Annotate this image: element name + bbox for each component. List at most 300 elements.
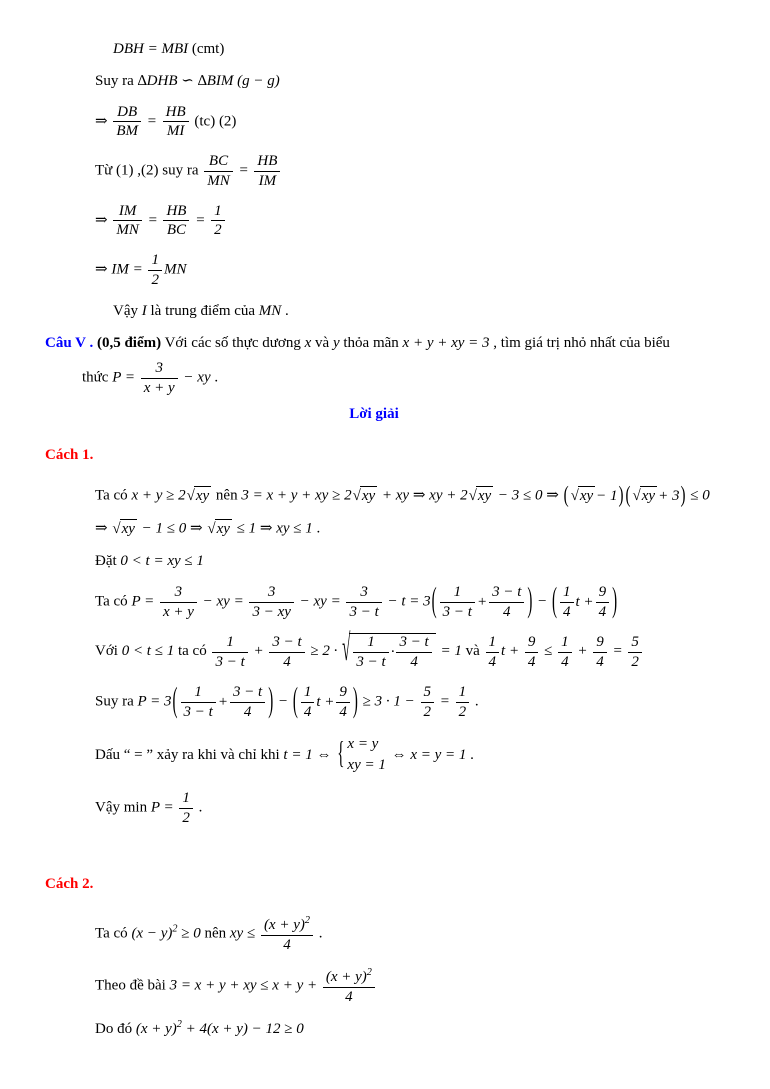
sqrt-expression bbox=[633, 486, 658, 506]
denominator bbox=[254, 171, 280, 190]
denominator bbox=[181, 702, 216, 721]
math-run: xy bbox=[579, 488, 594, 505]
text-run: Dấu “ = ” xảy ra khi và chỉ khi bbox=[95, 746, 284, 763]
text-run: ⇔ bbox=[312, 746, 336, 763]
numerator bbox=[204, 153, 233, 171]
group-content bbox=[570, 486, 618, 506]
fraction bbox=[593, 634, 607, 671]
text-run: . bbox=[312, 520, 321, 537]
text-run: . bbox=[210, 370, 219, 387]
superscript: 2 bbox=[304, 915, 310, 927]
text-run: thức bbox=[82, 370, 113, 387]
math-run: P = 3 bbox=[137, 693, 172, 710]
text-run: . bbox=[314, 926, 323, 943]
numerator bbox=[163, 203, 189, 221]
math-run: x + y ≥ 2 bbox=[131, 487, 186, 504]
fraction bbox=[141, 360, 178, 397]
text-run: và bbox=[461, 643, 484, 660]
radicand bbox=[640, 486, 657, 506]
text-run: . bbox=[281, 302, 289, 319]
math-run: IM bbox=[258, 172, 277, 189]
math-run: 3 = x + y + xy ≥ 2 bbox=[241, 487, 352, 504]
math-run: + bbox=[249, 643, 268, 660]
math-run: · bbox=[390, 644, 395, 661]
left-paren-icon: ( bbox=[431, 582, 437, 620]
math-run: 4 bbox=[303, 703, 312, 720]
math-run: 3 − t bbox=[349, 603, 379, 620]
radical-icon: √ bbox=[570, 487, 579, 504]
line-do-do bbox=[0, 1019, 748, 1039]
math-run: 4 bbox=[561, 653, 569, 670]
line-theo-de-bai bbox=[0, 967, 748, 1006]
sqrt-expression bbox=[469, 486, 494, 506]
radicand bbox=[476, 486, 493, 506]
text-run: nên bbox=[200, 926, 230, 943]
denominator bbox=[440, 602, 475, 621]
math-run: 5 bbox=[631, 633, 639, 650]
math-run: xy bbox=[216, 521, 230, 538]
system-rows bbox=[347, 734, 385, 778]
math-run: 3 bbox=[267, 583, 276, 600]
line-ratio-db-bm bbox=[0, 104, 748, 141]
math-run: 2 bbox=[151, 272, 159, 289]
numerator bbox=[525, 634, 539, 652]
math-run: = bbox=[143, 113, 161, 130]
numerator bbox=[346, 584, 381, 602]
numerator bbox=[396, 634, 431, 652]
denominator bbox=[230, 702, 265, 721]
fraction bbox=[628, 634, 642, 671]
text-run: Vậy bbox=[113, 302, 142, 319]
math-run: ≤ 1 bbox=[232, 520, 257, 537]
math-run: 1 bbox=[367, 634, 375, 651]
numerator bbox=[163, 104, 189, 122]
radicand bbox=[194, 486, 211, 506]
math-run: 1 bbox=[194, 683, 202, 700]
denominator bbox=[558, 652, 572, 671]
fraction bbox=[421, 684, 435, 721]
right-paren-icon: ) bbox=[618, 483, 624, 509]
fraction bbox=[560, 584, 574, 621]
math-run: ≤ bbox=[540, 643, 557, 660]
math-run: 3 bbox=[360, 583, 368, 600]
math-run: xy ≤ bbox=[229, 926, 259, 943]
numerator bbox=[593, 634, 607, 652]
math-run: 3 − t bbox=[232, 683, 263, 700]
math-run: MN bbox=[207, 172, 230, 189]
numerator bbox=[628, 634, 642, 652]
math-run: 3 bbox=[174, 583, 183, 600]
line-problem-expression bbox=[0, 360, 748, 397]
denominator bbox=[525, 652, 539, 671]
fraction bbox=[113, 104, 141, 141]
denominator bbox=[249, 602, 293, 621]
numerator bbox=[211, 203, 225, 221]
math-run: 4 bbox=[345, 988, 353, 1005]
text-run: là trung điểm của bbox=[146, 302, 259, 319]
math-run: 1 bbox=[561, 633, 569, 650]
line-angle-equality bbox=[0, 40, 748, 59]
denominator bbox=[596, 602, 610, 621]
math-run: BM bbox=[116, 123, 138, 140]
right-paren-icon: ) bbox=[352, 682, 358, 721]
math-run: 4 bbox=[410, 654, 418, 671]
numerator bbox=[353, 634, 388, 652]
text-run: và bbox=[311, 334, 333, 351]
numerator bbox=[212, 634, 247, 652]
text-run: ⇒ bbox=[542, 487, 563, 504]
math-run: DB bbox=[117, 103, 138, 120]
system-equation: x = y bbox=[347, 735, 379, 752]
fraction bbox=[254, 153, 280, 190]
math-run: 4 bbox=[488, 653, 497, 670]
math-run: − xy = bbox=[295, 593, 345, 610]
fraction bbox=[486, 634, 500, 671]
math-run: (x + y) bbox=[263, 917, 305, 934]
math-run: + bbox=[573, 643, 592, 660]
numerator bbox=[261, 915, 313, 935]
math-run: 4 bbox=[563, 603, 571, 620]
radicand bbox=[215, 519, 232, 539]
math-run: DBH = MBI bbox=[113, 41, 189, 57]
paren-group bbox=[563, 483, 625, 509]
numerator bbox=[254, 153, 280, 171]
radical-icon: √ bbox=[342, 630, 351, 671]
math-run: = bbox=[436, 693, 454, 710]
fraction bbox=[113, 203, 142, 240]
text-run: ⇒ bbox=[95, 262, 112, 279]
denominator bbox=[489, 602, 524, 621]
numerator bbox=[113, 104, 141, 122]
group-content bbox=[632, 486, 680, 506]
math-run: HB bbox=[166, 202, 187, 219]
fraction bbox=[396, 634, 431, 671]
text-run: . bbox=[194, 799, 203, 816]
math-run: 1 bbox=[453, 583, 462, 600]
math-run: 4 bbox=[283, 937, 291, 954]
fraction bbox=[163, 104, 189, 141]
numerator bbox=[456, 684, 470, 702]
paren-group bbox=[431, 584, 534, 621]
denominator bbox=[456, 702, 470, 721]
math-run: 1 bbox=[151, 252, 159, 269]
math-run: P = bbox=[131, 593, 158, 610]
numerator bbox=[113, 203, 142, 221]
math-run: x = y = 1 bbox=[410, 746, 467, 763]
math-run: + bbox=[217, 693, 228, 710]
math-run: x + y bbox=[143, 380, 175, 397]
math-run: P = bbox=[112, 370, 139, 387]
math-run: x bbox=[304, 334, 312, 351]
line-dau-bang bbox=[0, 734, 748, 778]
math-run: + 3 bbox=[658, 487, 680, 504]
numerator bbox=[440, 584, 475, 602]
math-run: I bbox=[141, 302, 147, 319]
text-run: Với các số thực dương bbox=[161, 334, 305, 351]
numerator bbox=[560, 584, 574, 602]
radicand bbox=[349, 633, 435, 671]
denominator bbox=[336, 702, 350, 721]
math-run: HB bbox=[257, 153, 278, 170]
text-run: . bbox=[471, 693, 479, 710]
denominator bbox=[396, 652, 431, 671]
math-run: 5 bbox=[423, 683, 432, 700]
right-paren-icon: ) bbox=[612, 582, 618, 620]
math-run: 9 bbox=[527, 633, 536, 650]
math-run: t = 1 bbox=[283, 746, 313, 763]
denominator bbox=[628, 652, 642, 671]
line-problem-statement bbox=[0, 334, 748, 353]
math-run: + bbox=[476, 593, 488, 610]
sqrt-expression bbox=[207, 519, 232, 539]
text-run: Do đó bbox=[95, 1020, 136, 1037]
numerator bbox=[558, 634, 572, 652]
right-paren-icon: ) bbox=[268, 682, 274, 721]
line-im-mn-ratio bbox=[0, 203, 748, 240]
math-run: xy bbox=[361, 488, 376, 505]
sqrt-expression bbox=[187, 486, 212, 506]
radical-icon: √ bbox=[468, 487, 477, 504]
denominator bbox=[353, 652, 388, 671]
line-im-half-mn bbox=[0, 252, 748, 289]
fraction bbox=[179, 790, 193, 827]
bold-text: (0,5 điểm) bbox=[96, 334, 162, 351]
text-run: ⇒ bbox=[95, 520, 112, 537]
line-amgm bbox=[0, 483, 748, 509]
math-run: P = bbox=[150, 799, 178, 816]
denominator bbox=[261, 935, 313, 954]
fraction bbox=[489, 584, 524, 621]
line-similar-triangles bbox=[0, 72, 748, 91]
numerator bbox=[489, 584, 524, 602]
denominator bbox=[113, 220, 142, 239]
denominator bbox=[179, 808, 193, 827]
fraction bbox=[163, 203, 189, 240]
math-run: IM = bbox=[111, 262, 147, 279]
text-run: . bbox=[466, 746, 474, 763]
math-run: 4 bbox=[502, 603, 511, 620]
denominator bbox=[346, 602, 381, 621]
math-run: 3 − t bbox=[356, 654, 386, 671]
math-run: + 4(x + y) − 12 ≥ 0 bbox=[181, 1020, 304, 1037]
math-run: 3 bbox=[155, 360, 163, 377]
math-run: MN bbox=[258, 302, 282, 319]
text-run: Đặt bbox=[95, 552, 121, 569]
system-equation: xy = 1 bbox=[347, 757, 386, 774]
group-content bbox=[438, 584, 527, 621]
text-run: Vậy min bbox=[95, 799, 151, 816]
math-run: (g − g) bbox=[237, 72, 280, 89]
radical-icon: √ bbox=[186, 487, 195, 504]
denominator bbox=[113, 121, 141, 140]
math-run: (x + y) bbox=[325, 968, 367, 985]
sqrt-expression bbox=[353, 486, 378, 506]
denominator bbox=[593, 652, 607, 671]
text-run: ⇒ bbox=[95, 113, 112, 130]
numerator bbox=[269, 634, 304, 652]
denominator bbox=[163, 220, 189, 239]
fraction bbox=[211, 203, 225, 240]
math-run: 1 bbox=[563, 583, 571, 600]
sqrt-expression bbox=[571, 486, 596, 506]
heading-loi-giai bbox=[0, 405, 748, 424]
math-run: BC bbox=[208, 153, 229, 170]
fraction bbox=[596, 584, 610, 621]
fraction bbox=[323, 967, 375, 1006]
math-run: MI bbox=[166, 123, 185, 140]
superscript: 2 bbox=[172, 924, 178, 936]
numerator bbox=[148, 252, 162, 270]
superscript: 2 bbox=[366, 966, 372, 978]
line-p-transform bbox=[0, 584, 748, 621]
denominator bbox=[163, 121, 189, 140]
text-run: Ta có bbox=[95, 487, 132, 504]
text-run: Với bbox=[95, 643, 122, 660]
math-run: ∆DHB ∽ ∆BIM bbox=[137, 72, 234, 89]
fraction bbox=[204, 153, 233, 190]
left-paren-icon: ( bbox=[552, 582, 558, 620]
math-run: = bbox=[143, 212, 162, 229]
math-run: = bbox=[608, 643, 627, 660]
line-xy-bound bbox=[0, 915, 748, 954]
text-run: thỏa mãn bbox=[339, 334, 403, 351]
line-conclusion-midpoint bbox=[0, 302, 748, 321]
math-run: − t = 3 bbox=[383, 593, 431, 610]
text-run: Ta có bbox=[95, 593, 132, 610]
text-run: Theo đề bài bbox=[95, 977, 170, 994]
math-run: 0 < t ≤ 1 bbox=[121, 643, 175, 660]
fraction bbox=[440, 584, 475, 621]
fraction bbox=[160, 584, 197, 621]
denominator bbox=[141, 378, 178, 397]
group-content bbox=[179, 684, 268, 721]
denominator bbox=[148, 270, 162, 289]
fraction bbox=[230, 684, 265, 721]
red-heading-text: Cách 1. bbox=[45, 446, 94, 463]
text-run: Suy ra bbox=[95, 693, 138, 710]
denominator bbox=[323, 987, 375, 1006]
math-run: ≥ 2 · bbox=[306, 643, 342, 660]
numerator bbox=[301, 684, 315, 702]
math-run: MN bbox=[163, 262, 187, 279]
numerator bbox=[230, 684, 265, 702]
superscript: 2 bbox=[176, 1018, 182, 1030]
math-run: t + bbox=[575, 593, 594, 610]
math-run: 2 bbox=[423, 703, 432, 720]
text-run: (tc) (2) bbox=[190, 113, 237, 130]
fraction bbox=[558, 634, 572, 671]
line-suy-ra-p-min bbox=[0, 684, 748, 721]
text-run: ⇒ bbox=[95, 212, 112, 229]
text-run: ⇒ bbox=[186, 520, 207, 537]
fraction bbox=[301, 684, 315, 721]
paren-group bbox=[625, 483, 687, 509]
red-heading-text: Cách 2. bbox=[45, 875, 94, 892]
text-run: , tìm giá trị nhỏ nhất của biểu bbox=[489, 334, 670, 351]
math-run: ≤ 0 bbox=[686, 487, 710, 504]
math-run: xy bbox=[477, 488, 492, 505]
math-run: IM bbox=[118, 202, 137, 219]
math-run: 1 bbox=[303, 683, 312, 700]
line-dat-t bbox=[0, 552, 748, 571]
radicand bbox=[360, 486, 377, 506]
math-run: xy bbox=[121, 521, 135, 538]
math-run: xy ≤ 1 bbox=[276, 520, 313, 537]
radicand bbox=[578, 486, 595, 506]
math-run: 4 bbox=[243, 703, 252, 720]
math-run: − xy = bbox=[198, 593, 248, 610]
fraction bbox=[261, 915, 313, 954]
math-run: xy bbox=[195, 488, 210, 505]
fraction bbox=[148, 252, 162, 289]
math-run: 3 − t bbox=[215, 653, 245, 670]
fraction bbox=[269, 634, 304, 671]
fraction bbox=[212, 634, 247, 671]
line-sqrt-xy-bound bbox=[0, 519, 748, 539]
text-run: Suy ra bbox=[95, 72, 138, 89]
sqrt-expression bbox=[112, 519, 137, 539]
math-run: x + y + xy = 3 bbox=[402, 334, 490, 351]
math-run: 2 bbox=[458, 703, 467, 720]
math-run: 1 bbox=[458, 683, 467, 700]
blue-heading-text: Lời giải bbox=[349, 405, 399, 422]
fraction bbox=[346, 584, 381, 621]
math-run: 4 bbox=[283, 653, 291, 670]
math-run: x + y bbox=[162, 603, 194, 620]
math-run: 4 bbox=[339, 703, 347, 720]
math-run: + xy bbox=[378, 487, 410, 504]
math-run: = 1 bbox=[436, 643, 462, 660]
numerator bbox=[141, 360, 178, 378]
left-paren-icon: ( bbox=[292, 682, 298, 721]
numerator bbox=[181, 684, 216, 702]
denominator bbox=[211, 220, 225, 239]
text-run: ⇒ bbox=[409, 487, 430, 504]
math-run: 3 − t bbox=[492, 583, 522, 600]
text-run: (cmt) bbox=[188, 41, 225, 57]
math-run: ≥ 0 bbox=[177, 926, 201, 943]
numerator bbox=[486, 634, 500, 652]
math-run: 0 < t = xy ≤ 1 bbox=[120, 552, 204, 569]
denominator bbox=[204, 171, 233, 190]
math-run: 3 − t bbox=[399, 634, 429, 651]
equation-system bbox=[337, 734, 386, 778]
math-run: ≥ 3 · 1 − bbox=[358, 693, 419, 710]
sqrt-expression bbox=[342, 630, 436, 671]
denominator bbox=[212, 652, 247, 671]
numerator bbox=[179, 790, 193, 808]
math-run: 1 bbox=[182, 790, 190, 806]
numerator bbox=[323, 967, 375, 987]
math-run: − bbox=[274, 693, 292, 710]
math-run: − bbox=[533, 593, 552, 610]
math-run: − 1 ≤ 0 bbox=[137, 520, 187, 537]
math-run: 1 bbox=[226, 633, 234, 650]
math-run: − 1 bbox=[596, 487, 618, 504]
radical-icon: √ bbox=[352, 487, 361, 504]
paren-group bbox=[551, 584, 618, 621]
heading-cach-1 bbox=[0, 446, 748, 465]
line-from-1-2 bbox=[0, 153, 748, 190]
math-run: 3 − t bbox=[442, 603, 472, 620]
paren-group bbox=[172, 684, 275, 721]
math-run: − 3 ≤ 0 bbox=[494, 487, 543, 504]
text-run: ⇔ bbox=[387, 746, 411, 763]
math-run: 4 bbox=[527, 653, 536, 670]
math-run: 4 bbox=[596, 653, 604, 670]
math-run: (x + y) bbox=[135, 1020, 177, 1037]
radical-icon: √ bbox=[632, 487, 641, 504]
